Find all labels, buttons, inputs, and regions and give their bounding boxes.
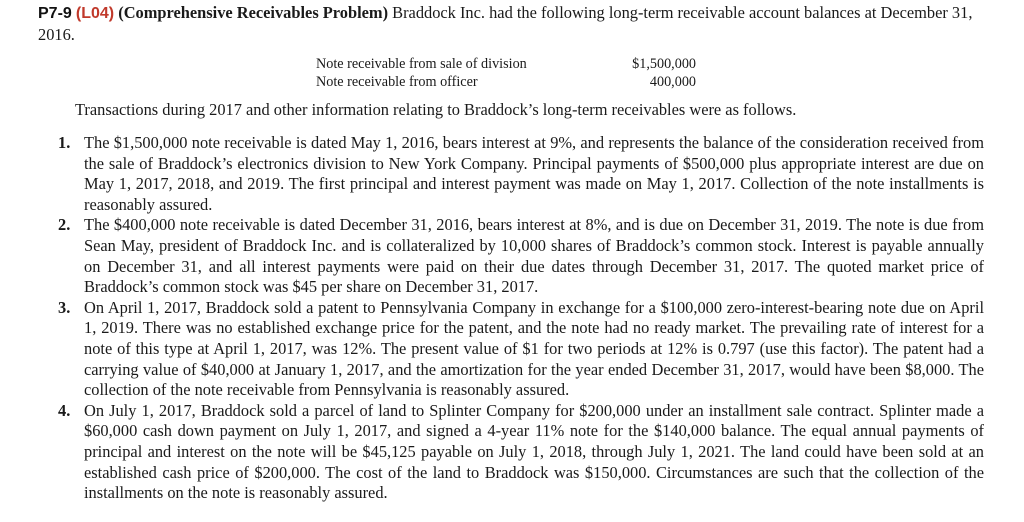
list-item [58, 133, 984, 215]
item-number: 2. [58, 215, 71, 235]
problem-title: (Comprehensive Receivables Problem) [118, 3, 389, 22]
transactions-list [58, 133, 984, 504]
problem-id: P7-9 [38, 5, 72, 22]
list-item [58, 401, 984, 504]
balance-amount: 400,000 [649, 74, 696, 90]
item-number: 1. [58, 133, 71, 152]
problem-header [38, 3, 988, 45]
learning-objective: (L04) [75, 5, 115, 22]
transactions-intro: Transactions during 2017 and other information relating to Braddock’s long-term receivables were as follows. [75, 100, 797, 119]
list-item [58, 298, 984, 401]
item-text: The $400,000 note receivable is dated December 31, 2016, bears interest at 8%, and is due on December 31, 2019. The note is due from Sean May, president of Braddock Inc. and is collateralized by 10,000 shares of Braddock’s common stock. Interest is payable annually on December 31, and all interest payments were paid on their due dates through December 31, 2017. The quoted market price of Braddock’s common stock was $45 per share on December 31, 2017. [84, 215, 984, 297]
balance-row [316, 55, 696, 73]
balance-label: Note receivable from sale of division [316, 56, 527, 72]
problem-intro: Braddock Inc. had the following long-term receivable account balances at December 31, 2016. [38, 3, 973, 44]
list-item [58, 215, 984, 297]
item-text: On April 1, 2017, Braddock sold a patent to Pennsylvania Company in exchange for a $100,000 zero-interest-bearing note due on April 1, 2019. There was no established exchange price for the patent, and the note had no ready market. The prevailing rate of interest for a note of this type at April 1, 2017, was 12%. The present value of $1 for two periods at 12% is 0.797 (use this factor). The patent had a carrying value of $40,000 at January 1, 2017, and the amortization for the year ended December 31, 2017, would have been $8,000. The collection of the note receivable from Pennsylvania is reasonably assured. [84, 297, 984, 400]
item-number: 4. [58, 400, 71, 420]
balance-amount: $1,500,000 [632, 56, 696, 72]
balance-label: Note receivable from officer [316, 74, 478, 90]
item-number: 3. [58, 297, 71, 317]
item-text: On July 1, 2017, Braddock sold a parcel of land to Splinter Company for $200,000 under an installment sale contract. Splinter made a $60,000 cash down payment on July 1, 2017, and signed a 4-year 11% note for the $140,000 balance. The equal annual payments of principal and interest on the note will be $45,125 payable on July 1, 2018, through July 1, 2021. The land could have been sold at an established cash price of $200,000. The cost of the land to Braddock was $150,000. Circumstances are such that the collection of the installments on the note is reasonably assured. [84, 400, 984, 503]
balance-row [316, 73, 696, 91]
item-text: The $1,500,000 note receivable is dated May 1, 2016, bears interest at 9%, and represents the balance of the consideration received from the sale of Braddock’s electronics division to New York Company. Principal payments of $500,000 plus appropriate interest are due on May 1, 2017, 2018, and 2019. The first principal and interest payment was made on May 1, 2017. Collection of the note installments is reasonably assured. [84, 133, 984, 214]
balances-table [316, 55, 696, 91]
